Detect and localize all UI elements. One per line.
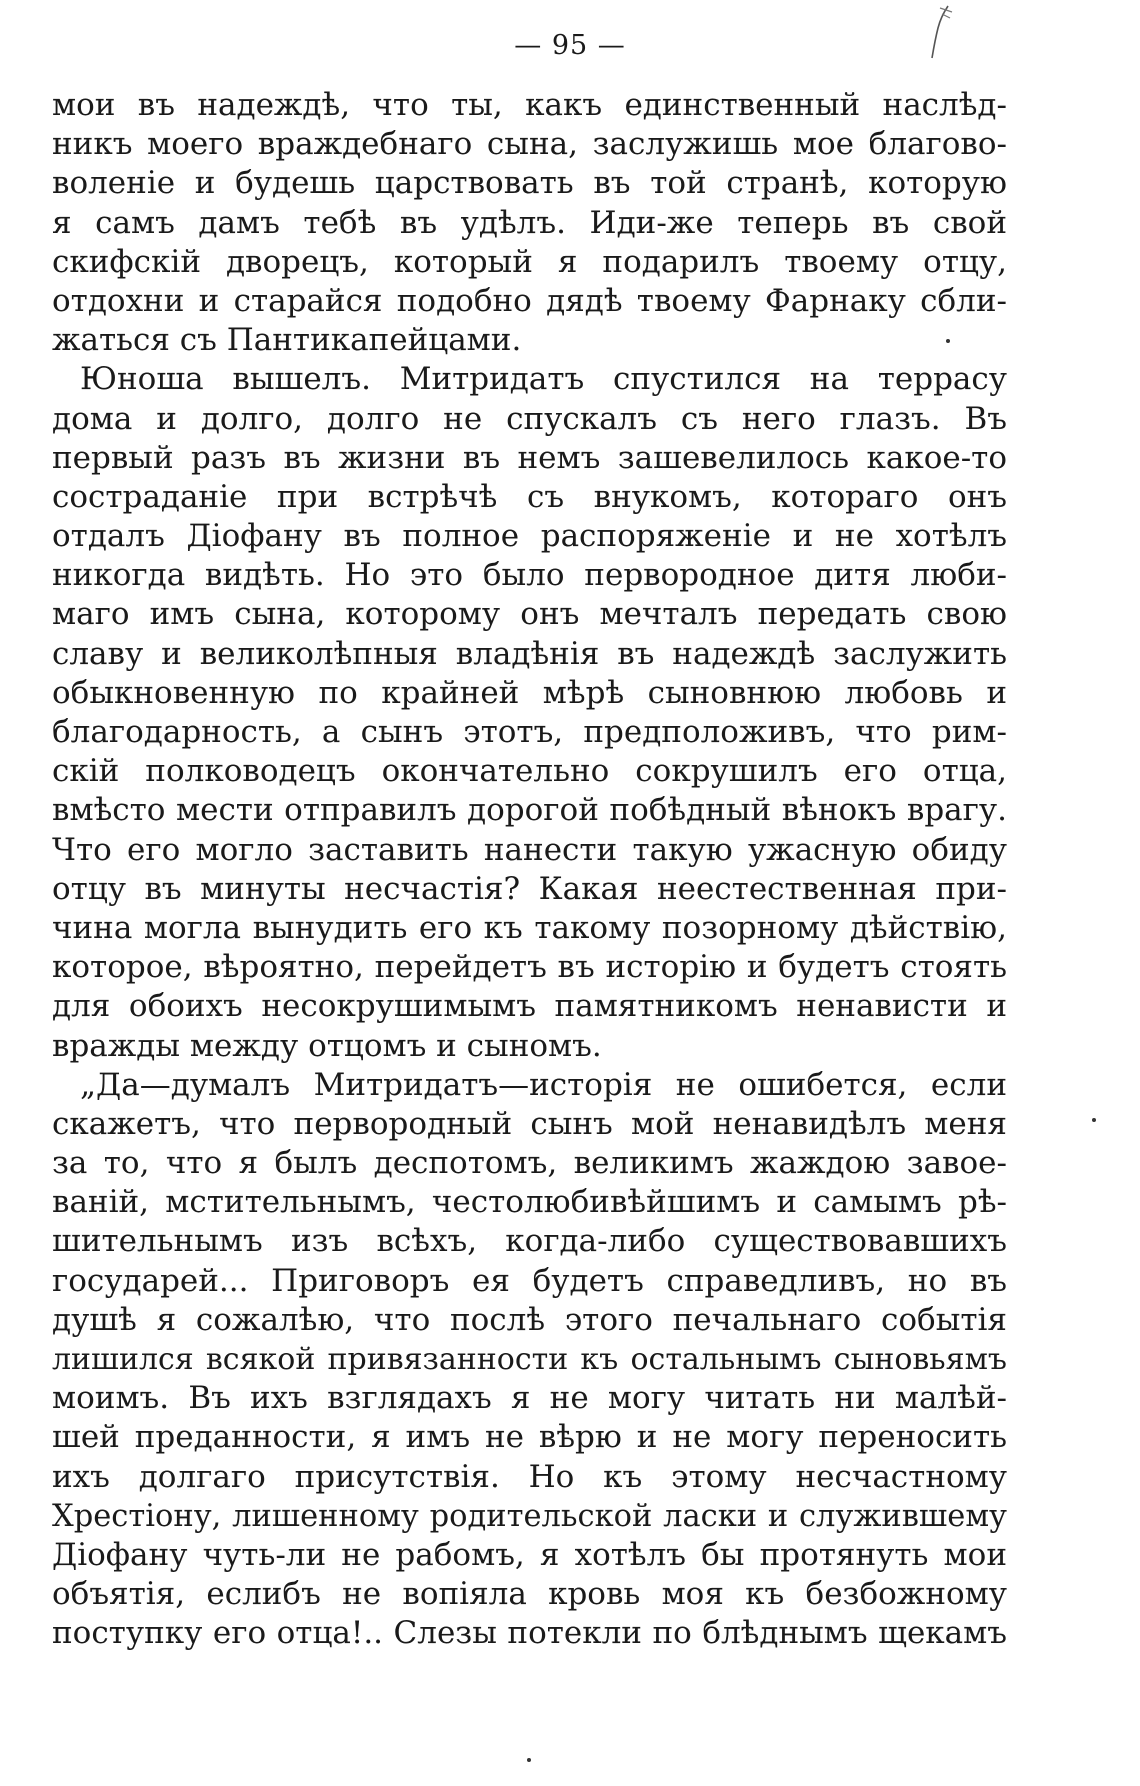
- text-line: лишился всякой привязанности къ остальнымъ сыновьямъ: [52, 1342, 1007, 1377]
- text-line: маго имъ сына, которому онъ мечталъ передать свою: [52, 596, 1007, 633]
- text-line: Діофану чуть-ли не рабомъ, я хотѣлъ бы протянуть мои: [52, 1536, 1007, 1573]
- text-line: обыкновенную по крайней мѣрѣ сыновнюю любовь и: [52, 674, 1007, 711]
- text-line: мои въ надеждѣ, что ты, какъ единственный наслѣд-: [52, 87, 1007, 123]
- stray-ink-dot: [946, 339, 950, 343]
- text-line: дома и долго, долго не спускалъ съ него глазъ. Въ: [52, 400, 1007, 437]
- text-line: скифскій дворецъ, который я подарилъ твоему отцу,: [52, 243, 1007, 280]
- text-line: ихъ долгаго присутствія. Но къ этому несчастному: [52, 1458, 1007, 1495]
- paragraph-1: [52, 86, 1007, 360]
- text-line: славу и великолѣпныя владѣнія въ надеждѣ заслужить: [52, 635, 1007, 672]
- stray-ink-dot: [1092, 1118, 1096, 1122]
- page-number: — 95 —: [514, 30, 626, 61]
- text-line: для обоихъ несокрушимымъ памятникомъ ненависти и: [52, 988, 1007, 1025]
- text-line: я самъ дамъ тебѣ въ удѣлъ. Иди-же теперь въ свой: [52, 204, 1007, 241]
- text-line: шительнымъ изъ всѣхъ, когда-либо существовавшихъ: [52, 1223, 1007, 1260]
- stray-ink-dot: [527, 1758, 531, 1762]
- text-line: отдалъ Діофану въ полное распоряженіе и не хотѣлъ: [52, 518, 1007, 555]
- text-line: состраданіе при встрѣчѣ съ внукомъ, котораго онъ: [52, 478, 1007, 515]
- text-line: поступку его отца!.. Слезы потекли по блѣднымъ щекамъ: [52, 1615, 1007, 1652]
- text-line: Хрестіону, лишенному родительской ласки и служившему: [52, 1498, 1007, 1534]
- text-line: благодарность, а сынъ этотъ, предположивъ, что рим-: [52, 714, 1007, 750]
- text-line: скій полководецъ окончательно сокрушилъ его отца,: [52, 753, 1007, 790]
- text-line: государей... Приговоръ ея будетъ справедливъ, но въ: [52, 1262, 1007, 1299]
- text-line: „Да—думалъ Митридатъ—исторія не ошибется, если: [80, 1066, 1007, 1103]
- text-line: первый разъ въ жизни въ немъ зашевелилось какое-то: [52, 439, 1007, 476]
- text-line: отцу въ минуты несчастія? Какая неестественная при-: [52, 870, 1007, 907]
- text-line: воленіе и будешь царствовать въ той странѣ, которую: [52, 165, 1007, 202]
- text-line: Юноша вышелъ. Митридатъ спустился на террасу: [80, 361, 1007, 398]
- text-line: ваній, мстительнымъ, честолюбивѣйшимъ и самымъ рѣ-: [52, 1184, 1007, 1221]
- text-line: Что его могло заставить нанести такую ужасную обиду: [52, 831, 1007, 868]
- paragraph-3: [52, 1066, 1007, 1654]
- text-line: отдохни и старайся подобно дядѣ твоему Фарнаку сбли-: [52, 282, 1007, 319]
- text-line: за то, что я былъ деспотомъ, великимъ жаждою завое-: [52, 1145, 1007, 1182]
- text-line: объятія, еслибъ не вопіяла кровь моя къ безбожному: [52, 1576, 1007, 1613]
- body-text: [52, 86, 1007, 1654]
- text-line: вмѣсто мести отправилъ дорогой побѣдный вѣнокъ врагу.: [52, 792, 1007, 829]
- text-line: моимъ. Въ ихъ взглядахъ я не могу читать ни малѣй-: [52, 1380, 1007, 1417]
- text-line: чина могла вынудить его къ такому позорному дѣйствію,: [52, 909, 1007, 946]
- text-line: душѣ я сожалѣю, что послѣ этого печальнаго событія: [52, 1301, 1007, 1338]
- text-line: вражды между отцомъ и сыномъ.: [52, 1027, 602, 1064]
- text-line: жаться съ Пантикапейцами.: [52, 322, 522, 359]
- handwritten-margin-mark: [926, 2, 956, 72]
- text-line: никъ моего враждебнаго сына, заслужишь мое благово-: [52, 126, 1007, 163]
- paragraph-2: [52, 360, 1007, 1065]
- text-line: которое, вѣроятно, перейдетъ въ исторію и будетъ стоять: [52, 949, 1007, 986]
- text-line: никогда видѣть. Но это было первородное дитя люби-: [52, 557, 1007, 594]
- text-line: шей преданности, я имъ не вѣрю и не могу переносить: [52, 1419, 1007, 1456]
- text-line: скажетъ, что первородный сынъ мой ненавидѣлъ меня: [52, 1105, 1007, 1142]
